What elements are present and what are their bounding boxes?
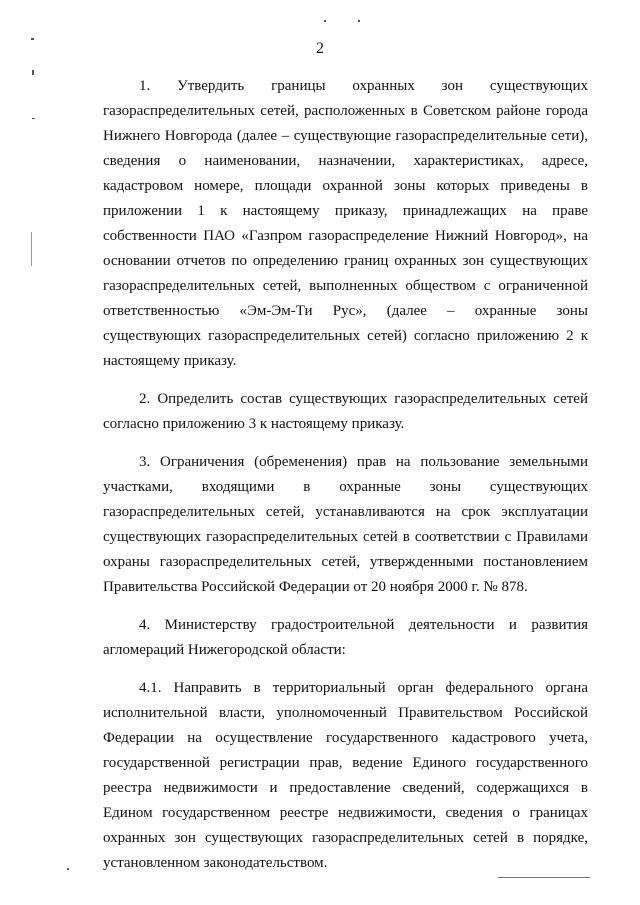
scan-artifact-margin-2: [32, 70, 34, 75]
scan-artifact-bottom: [67, 868, 69, 870]
footer-rule: [498, 877, 590, 878]
scan-artifact-top-right: [358, 20, 360, 22]
scan-artifact-margin-line: [31, 232, 32, 266]
scan-artifact-margin-3: [32, 118, 35, 119]
paragraph-3: 3. Ограничения (обременения) прав на пользование земельными участками, входящими в охранные зоны существующих газораспределительных сетей, устанавливаются на срок эксплуатации существующих газораспределительных сетей в соответствии с Правилами охраны газораспределительных сетей, утвержденными постановлением Правительства Российской Федерации от 20 ноября 2000 г. № 878.: [103, 454, 588, 595]
paragraph-4: 4. Министерству градостроительной деятельности и развития агломераций Нижегородской области:: [103, 617, 588, 658]
scan-artifact-top-left: [324, 20, 326, 22]
page-number: 2: [316, 40, 324, 57]
paragraph-1: 1. Утвердить границы охранных зон существующих газораспределительных сетей, расположенных в Советском районе города Нижнего Новгорода (далее – существующие газораспределительные сети), сведения о наименовании, назначении, характеристиках, адресе, кадастровом номере, площади охранной зоны которых приведены в приложении 1 к настоящему приказу, принадлежащих на праве собственности ПАО «Газпром газораспределение Нижний Новгород», на основании отчетов по определению границ охранных зон существующих газораспределительных сетей, выполненных обществом с ограниченной ответственностью «Эм-Эм-Ти Рус», (далее – охранные зоны существующих газораспределительных сетей) согласно приложению 2 к настоящему приказу.: [103, 78, 588, 369]
paragraph-4-1: 4.1. Направить в территориальный орган федерального органа исполнительной власти, уполномоченный Правительством Российской Федерации на осуществление государственного кадастрового учета, государственной регистрации прав, ведение Единого государственного реестра недвижимости и предоставление сведений, содержащихся в Едином государственном реестре недвижимости, сведения о границах охранных зон существующих газораспределительных сетей в порядке, установленном законодательством.: [103, 680, 588, 871]
document-body: [103, 74, 588, 889]
paragraph-2: 2. Определить состав существующих газораспределительных сетей согласно приложению 3 к настоящему приказу.: [103, 391, 588, 432]
